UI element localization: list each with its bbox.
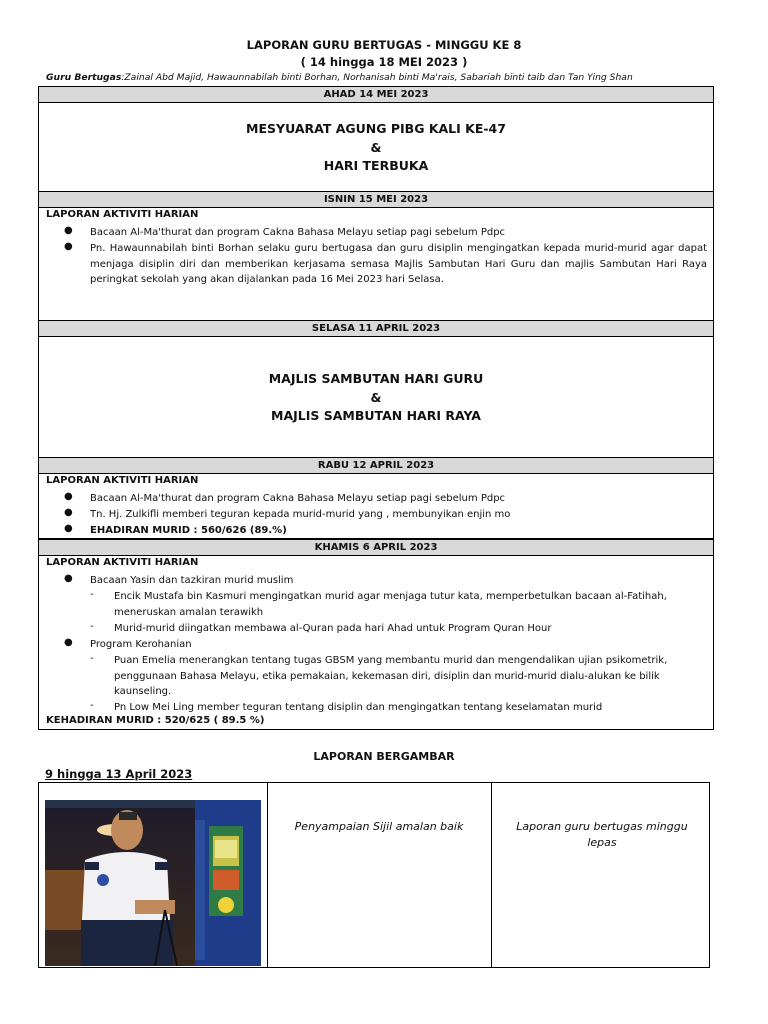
sub-item: Encik Mustafa bin Kasmuri mengingatkan murid agar menjaga tutur kata, memperbetulkan bacaan al-Fatihah, meneruskan amalan terawikh (114, 591, 667, 618)
bullet-dot: ● (64, 523, 73, 534)
teachers-label: Guru Bertugas (46, 72, 122, 83)
list-item: Tn. Hj. Zulkifli memberi teguran kepada murid-murid yang , membunyikan enjin mo (90, 509, 511, 520)
ahad-event-amp: & (370, 139, 382, 155)
dash-marker: - (90, 653, 94, 664)
gallery-title: LAPORAN BERGAMBAR (313, 750, 455, 763)
selasa-event-amp: & (370, 389, 382, 405)
dash-marker: - (90, 621, 94, 632)
attendance-khamis: KEHADIRAN MURID : 520/625 ( 89.5 %) (46, 715, 265, 726)
ahad-event-line: MESYUARAT AGUNG PIBG KALI KE-47 (246, 121, 506, 136)
report-date-range: ( 14 hingga 18 MEI 2023 ) (300, 55, 468, 69)
selasa-event (38, 370, 714, 426)
sub-item: Murid-murid diingatkan membawa al-Quran pada hari Ahad untuk Program Quran Hour (114, 623, 552, 634)
ahad-event-line: HARI TERBUKA (323, 158, 429, 173)
activity-label: LAPORAN AKTIVITI HARIAN (46, 475, 199, 486)
dash-marker: - (90, 700, 94, 711)
report-title: LAPORAN GURU BERTUGAS - MINGGU KE 8 (246, 38, 522, 52)
day-header-isnin: ISNIN 15 MEI 2023 (38, 191, 714, 208)
teachers-on-duty (46, 72, 633, 83)
day-header-ahad: AHAD 14 MEI 2023 (38, 86, 714, 103)
list-item: Program Kerohanian (90, 639, 192, 650)
activity-label: LAPORAN AKTIVITI HARIAN (46, 209, 199, 220)
cell-divider (267, 783, 268, 967)
sub-item: Puan Emelia menerangkan tentang tugas GBSM yang membantu murid dan mengendalikan ujian psikometrik, penggunaan Bahasa Melayu, etika pemakaian, kekemasan diri, disiplin dan murid-murid dialu-alukan ke bilik kaunseling. (114, 655, 668, 697)
day-header-selasa: SELASA 11 APRIL 2023 (38, 320, 714, 337)
bullet-dot: ● (64, 637, 73, 648)
selasa-event-line: MAJLIS SAMBUTAN HARI RAYA (271, 408, 481, 423)
duty-teacher-photo (45, 800, 261, 966)
ahad-event (38, 120, 714, 176)
sub-item: Pn Low Mei Ling member teguran tentang disiplin dan mengingatkan tentang keselamatan murid (114, 702, 603, 713)
photo-gallery-table (38, 782, 710, 968)
bullet-dot: ● (64, 225, 73, 236)
bullet-dot: ● (64, 241, 73, 252)
attendance-rabu: EHADIRAN MURID : 560/626 (89.%) (90, 525, 287, 536)
list-item: Pn. Hawaunnabilah binti Borhan selaku guru bertugasa dan guru disiplin mengingatkan kepada murid-murid agar dapat menjaga disiplin diri dan memberikan kerjasama semasa Majlis Sambutan Hari Guru dan majlis Sambutan Hari Raya peringkat sekolah yang akan dijalankan pada 16 Mei 2023 hari Selasa. (90, 243, 707, 285)
caption-last-week-report: Laporan guru bertugas minggu lepas (516, 820, 688, 849)
gallery-week: 9 hingga 13 April 2023 (45, 767, 193, 781)
activity-label: LAPORAN AKTIVITI HARIAN (46, 557, 199, 568)
photo-illustration (45, 800, 261, 966)
cell-divider (491, 783, 492, 967)
list-item: Bacaan Yasin dan tazkiran murid muslim (90, 575, 294, 586)
bullet-dot: ● (64, 507, 73, 518)
bullet-dot: ● (64, 491, 73, 502)
list-item: Bacaan Al-Ma'thurat dan program Cakna Bahasa Melayu setiap pagi sebelum Pdpc (90, 227, 506, 238)
teachers-names: :Zainal Abd Majid, Hawaunnabilah binti Borhan, Norhanisah binti Ma'rais, Sabariah binti taib dan Tan Ying Shan (121, 72, 633, 83)
day-header-khamis: KHAMIS 6 APRIL 2023 (38, 539, 714, 556)
dash-marker: - (90, 589, 94, 600)
bullet-dot: ● (64, 573, 73, 584)
day-header-rabu: RABU 12 APRIL 2023 (38, 457, 714, 474)
caption-award: Penyampaian Sijil amalan baik (294, 820, 464, 833)
list-item: Bacaan Al-Ma'thurat dan program Cakna Bahasa Melayu setiap pagi sebelum Pdpc (90, 493, 506, 504)
selasa-event-line: MAJLIS SAMBUTAN HARI GURU (268, 371, 484, 386)
